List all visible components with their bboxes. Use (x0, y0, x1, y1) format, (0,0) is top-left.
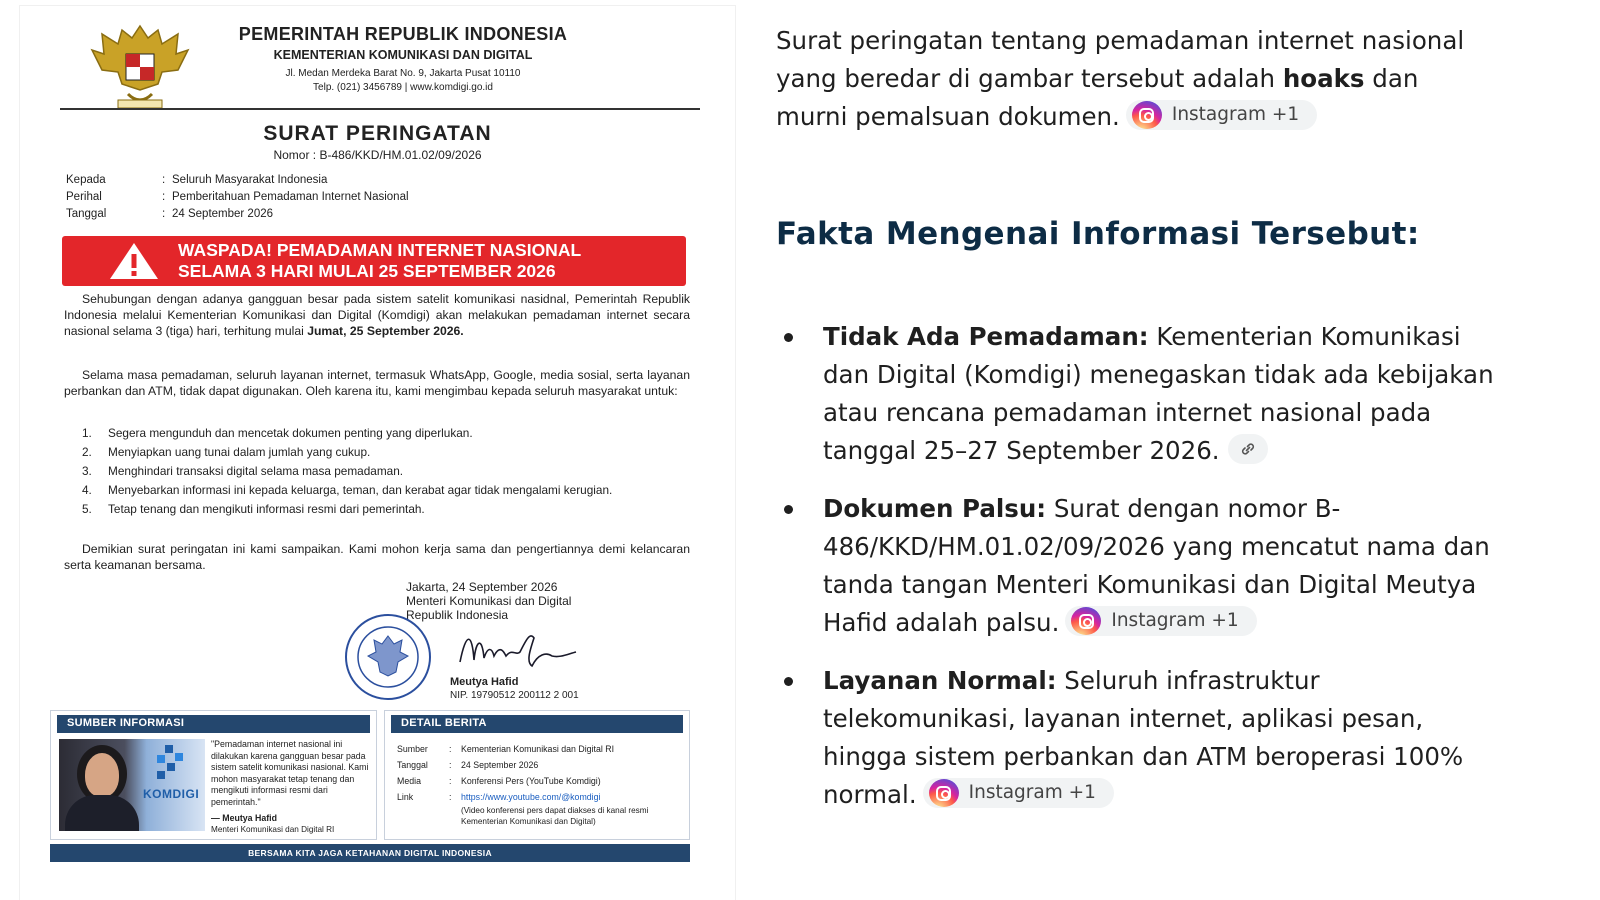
meta-row: Perihal : Pemberitahuan Pemadaman Internet Nasional (66, 189, 409, 206)
fact-body: Seluruh infrastruktur telekomunikasi, layanan internet, aplikasi pesan, hingga sistem perbankan dan ATM beroperasi 100% normal. (823, 666, 1464, 809)
closing-paragraph: Demikian surat peringatan ini kami sampaikan. Kami mohon kerja sama dan pengertiannya demi kelancaran serta keamanan bersama. (64, 542, 690, 572)
bullet-icon (784, 677, 793, 686)
list-item (82, 483, 694, 498)
source-chip-label: Instagram +1 (1111, 610, 1239, 631)
fact-body: Surat dengan nomor B-486/KKD/HM.01.02/09/2026 yang mencatut nama dan tanda tangan Menteri Komunikasi dan Digital Meutya Hafid adalah palsu. (823, 494, 1490, 637)
doc-title: SURAT PERINGATAN (263, 122, 492, 145)
detail-key: Media (397, 776, 421, 786)
fact-list (776, 318, 1576, 834)
intro-text: Surat peringatan tentang pemadaman internet nasional yang beredar di gambar tersebut adalah (776, 26, 1465, 93)
meta-key: Tanggal (66, 208, 107, 220)
detail-row: Sumber : Kementerian Komunikasi dan Digital RI (397, 741, 687, 757)
signer-nip: NIP. 19790512 200112 2 001 (450, 690, 579, 701)
paragraph-1 (64, 292, 690, 339)
gov-title: PEMERINTAH REPUBLIK INDONESIA (238, 24, 568, 44)
fact-text (823, 662, 1513, 814)
source-chip[interactable] (1065, 606, 1256, 636)
list-text: Tetap tenang dan mengikuti informasi resmi dari pemerintah. (108, 502, 425, 516)
list-text: Segera mengunduh dan mencetak dokumen penting yang diperlukan. (108, 426, 473, 440)
letter-footer: BERSAMA KITA JAGA KETAHANAN DIGITAL INDONESIA (50, 844, 690, 862)
fact-text (823, 490, 1513, 642)
meta-row: Kepada : Seluruh Masyarakat Indonesia (66, 172, 409, 189)
address: Jl. Medan Merdeka Barat No. 9, Jakarta Pusat 10110 (285, 68, 521, 79)
detail-row: Media : Konferensi Pers (YouTube Komdigi) (397, 773, 687, 789)
warning-line: WASPADA! PEMADAMAN INTERNET NASIONAL (178, 240, 582, 260)
list-number: 1. (82, 426, 92, 440)
detail-key: Tanggal (397, 760, 428, 770)
list-item (82, 502, 694, 517)
youtube-link[interactable]: https://www.youtube.com/@komdigi (461, 792, 601, 802)
doc-number: Nomor : B-486/KKD/HM.01.02/09/2026 (273, 148, 482, 162)
detail-row: Link : https://www.youtube.com/@komdigi (397, 789, 687, 805)
signer-name: Meutya Hafid (450, 676, 519, 688)
fact-text (823, 318, 1513, 470)
warning-text (178, 240, 581, 282)
detail-value: Kementerian Komunikasi dan Digital RI (461, 744, 615, 754)
source-chip-label: Instagram +1 (1171, 104, 1300, 125)
list-number: 5. (82, 502, 92, 516)
sig-country: Republik Indonesia (406, 608, 509, 622)
list-text: Menyebarkan informasi ini kepada keluarga, teman, dan kerabat agar tidak mengalami kerugian. (108, 483, 613, 497)
intro-text: dan murni pemalsuan dokumen. (776, 64, 1419, 131)
meta-value: Pemberitahuan Pemadaman Internet Nasional (172, 191, 409, 203)
bullet-icon (784, 505, 793, 514)
list-item (82, 426, 694, 441)
meta-row: Tanggal : 24 September 2026 (66, 206, 409, 223)
letter-image (20, 6, 735, 900)
instagram-icon (929, 779, 959, 807)
official-seal-icon (334, 612, 442, 702)
letter-meta (66, 172, 409, 223)
meta-key: Perihal (66, 191, 102, 203)
meta-value: 24 September 2026 (172, 208, 274, 220)
warning-icon (108, 241, 160, 281)
letterhead (198, 24, 608, 93)
list-number: 4. (82, 483, 92, 497)
bullet-icon (784, 333, 793, 342)
detail-panel (384, 710, 690, 840)
sig-position: Menteri Komunikasi dan Digital (406, 594, 572, 608)
detail-value: 24 September 2026 (461, 760, 539, 770)
minister-quote (211, 739, 375, 836)
sig-place-date: Jakarta, 24 September 2026 (406, 580, 558, 594)
garuda-emblem-icon (88, 20, 192, 112)
paragraph-text: Sehubungan dengan adanya gangguan besar pada sistem satelit komunikasi nasidnal, Pemerintah Republik Indonesia melalui Kementerian Komunikasi dan Digital (Komdigi) akan melakukan pemadaman internet secara nasional selama 3 (tiga) hari, terhitung mulai (64, 292, 690, 338)
source-chip[interactable] (923, 778, 1114, 808)
quote-author: — Meutya Hafid (211, 812, 277, 823)
instagram-icon (1071, 607, 1101, 635)
instagram-icon (1132, 101, 1162, 129)
warning-line: SELAMA 3 HARI MULAI 25 SEPTEMBER 2026 (178, 261, 556, 281)
fact-item (776, 662, 1576, 814)
minister-photo (59, 739, 205, 831)
list-text: Menyiapkan uang tunai dalam jumlah yang cukup. (108, 445, 371, 459)
fact-title: Layanan Normal: (823, 666, 1057, 695)
fact-body: Kementerian Komunikasi dan Digital (Komdigi) menegaskan tidak ada kebijakan atau rencana pemadaman internet nasional pada tanggal 25–27 September 2026. (823, 322, 1494, 465)
detail-list (397, 741, 687, 827)
link-note: (Video konferensi pers dapat diakses di kanal resmi Kementerian Komunikasi dan Digital) (461, 806, 649, 826)
divider (60, 108, 700, 110)
handwritten-signature (456, 622, 580, 678)
detail-row: Tanggal : 24 September 2026 (397, 757, 687, 773)
warning-banner (62, 236, 686, 286)
list-item (82, 445, 694, 460)
source-chip[interactable] (1126, 100, 1317, 130)
source-panel (50, 710, 377, 840)
meta-value: Seluruh Masyarakat Indonesia (172, 174, 328, 186)
intro-keyword: hoaks (1282, 64, 1365, 93)
link-chip[interactable] (1228, 434, 1268, 464)
ministry-name: KEMENTERIAN KOMUNIKASI DAN DIGITAL (273, 48, 533, 62)
quote-role: Menteri Komunikasi dan Digital RI (211, 825, 335, 835)
paragraph-2: Selama masa pemadaman, seluruh layanan internet, termasuk WhatsApp, Google, media sosial, serta layanan perbankan dan ATM, tidak dapat digunakan. Oleh karena itu, kami mengimbau kepada seluruh masyarakat untuk: (64, 368, 690, 398)
section-heading: Fakta Mengenai Informasi Tersebut: (776, 216, 1420, 252)
detail-header: DETAIL BERITA (391, 715, 683, 733)
link-icon (1239, 440, 1257, 458)
list-number: 2. (82, 445, 92, 459)
source-chip-label: Instagram +1 (968, 782, 1096, 803)
paragraph-date: Jumat, 25 September 2026. (307, 323, 464, 338)
quote-text: "Pemadaman internet nasional ini dilakukan karena gangguan besar pada sistem satelit komunikasi nasional. Kami mohon masyarakat tetap tenang dan mengikuti informasi resmi dari pemerintah." (211, 739, 369, 807)
contact: Telp. (021) 3456789 | www.komdigi.go.id (313, 82, 493, 93)
fact-title: Dokumen Palsu: (823, 494, 1047, 523)
instruction-list (82, 426, 694, 521)
list-number: 3. (82, 464, 92, 478)
photo-brand: KOMDIGI (143, 787, 200, 801)
list-item (82, 464, 694, 479)
fact-item (776, 318, 1576, 470)
fact-title: Tidak Ada Pemadaman: (823, 322, 1149, 351)
detail-key: Sumber (397, 744, 428, 754)
meta-key: Kepada (66, 174, 106, 186)
detail-value: Konferensi Pers (YouTube Komdigi) (461, 776, 601, 786)
source-header: SUMBER INFORMASI (57, 715, 370, 733)
komdigi-logo-icon (153, 745, 187, 781)
list-text: Menghindari transaksi digital selama masa pemadaman. (108, 464, 404, 478)
intro-paragraph (776, 22, 1476, 136)
fact-item (776, 490, 1576, 642)
detail-key: Link (397, 792, 414, 802)
